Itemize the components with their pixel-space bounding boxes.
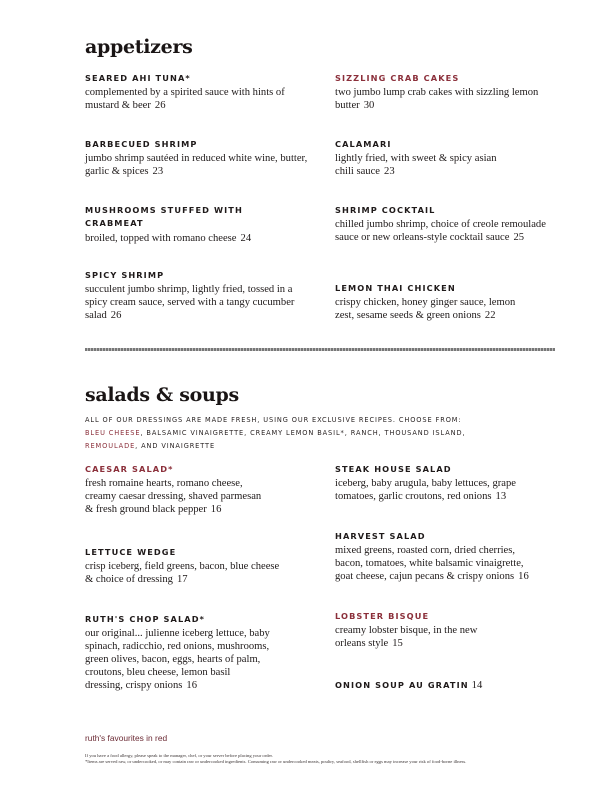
item-name: STEAK HOUSE SALAD bbox=[335, 464, 452, 474]
menu-item-calamari bbox=[335, 138, 560, 178]
section-title-appetizers: appetizers bbox=[85, 36, 193, 58]
item-description: crisp iceberg, field greens, bacon, blue cheese & choice of dressing 17 bbox=[85, 561, 280, 585]
item-description: iceberg, baby arugula, baby lettuces, grape tomatoes, garlic croutons, red onions 13 bbox=[335, 478, 516, 502]
item-price: 13 bbox=[495, 491, 507, 502]
menu-item-lemon-thai-chicken bbox=[335, 282, 535, 322]
menu-item-onion-soup-au-gratin bbox=[335, 679, 560, 694]
menu-item-lettuce-wedge bbox=[85, 546, 310, 586]
item-price: 14 bbox=[471, 680, 483, 691]
item-description: mixed greens, roasted corn, dried cherries, bacon, tomatoes, white balsamic vinaigrette, goat cheese, cajun pecans & crispy onions 16 bbox=[335, 545, 529, 582]
allergy-disclaimer bbox=[85, 753, 530, 765]
menu-item-shrimp-cocktail bbox=[335, 204, 560, 244]
menu-item-steak-house-salad bbox=[335, 463, 560, 503]
section-divider bbox=[85, 348, 555, 351]
item-description: our original... julienne iceberg lettuce, baby spinach, radicchio, red onions, mushrooms, green olives, bacon, eggs, hearts of palm, croutons, bleu cheese, lemon basil dressing, crispy onions 16 bbox=[85, 628, 270, 691]
dressing-bleu-cheese-favourite: BLEU CHEESE bbox=[85, 429, 141, 437]
menu-item-harvest-salad bbox=[335, 530, 560, 583]
menu-item-caesar-salad bbox=[85, 463, 310, 516]
item-description: jumbo shrimp sautéed in reduced white wine, butter, garlic & spices 23 bbox=[85, 153, 308, 177]
item-description: broiled, topped with romano cheese 24 bbox=[85, 233, 252, 244]
item-description: fresh romaine hearts, romano cheese, creamy caesar dressing, shaved parmesan & fresh ground black pepper 16 bbox=[85, 478, 262, 515]
item-description: succulent jumbo shrimp, lightly fried, tossed in a spicy cream sauce, served with a tangy cucumber salad 26 bbox=[85, 284, 295, 321]
item-description: chilled jumbo shrimp, choice of creole remoulade sauce or new orleans-style cocktail sauce 25 bbox=[335, 219, 546, 243]
item-name: CALAMARI bbox=[335, 139, 392, 149]
item-name: SPICY SHRIMP bbox=[85, 270, 165, 280]
item-description: lightly fried, with sweet & spicy asian chili sauce 23 bbox=[335, 153, 497, 177]
item-description: crispy chicken, honey ginger sauce, lemon zest, sesame seeds & green onions 22 bbox=[335, 297, 516, 321]
item-price: 23 bbox=[384, 166, 395, 177]
item-price: 26 bbox=[154, 100, 166, 111]
item-name: ONION SOUP AU GRATIN 14 bbox=[335, 680, 483, 691]
item-name: MUSHROOMS STUFFED WITH CRABMEAT bbox=[85, 205, 243, 228]
menu-item-mushrooms-stuffed bbox=[85, 204, 252, 245]
item-name: SEARED AHI TUNA* bbox=[85, 73, 191, 83]
item-price: 16 bbox=[518, 571, 529, 582]
item-price: 16 bbox=[210, 504, 222, 515]
item-description: creamy lobster bisque, in the new orleans style 15 bbox=[335, 625, 478, 649]
item-price: 25 bbox=[513, 232, 525, 243]
item-name: BARBECUED SHRIMP bbox=[85, 139, 198, 149]
item-name: CAESAR SALAD* bbox=[85, 464, 174, 474]
menu-item-seared-ahi-tuna bbox=[85, 72, 310, 112]
menu-item-sizzling-crab-cakes bbox=[335, 72, 560, 112]
section-title-salads-soups: salads & soups bbox=[85, 384, 239, 406]
raw-food-warning: *Items are served raw, or undercooked, or may contain raw or undercooked ingredients. Consuming raw or undercooked meats, poultry, seafood, shellfish or eggs may increase your risk of food-borne illness. bbox=[85, 759, 467, 764]
allergy-note: If you have a food allergy, please speak to the manager, chef, or your server before placing your order. bbox=[85, 753, 273, 758]
favourites-legend: ruth's favourites in red bbox=[85, 733, 168, 743]
item-description: two jumbo lump crab cakes with sizzling lemon butter 30 bbox=[335, 87, 539, 111]
item-name: SIZZLING CRAB CAKES bbox=[335, 73, 460, 83]
item-price: 16 bbox=[186, 680, 197, 691]
item-price: 26 bbox=[110, 310, 122, 321]
item-name: LETTUCE WEDGE bbox=[85, 547, 177, 557]
item-description: complemented by a spirited sauce with hints of mustard & beer 26 bbox=[85, 87, 285, 111]
item-price: 23 bbox=[152, 166, 164, 177]
menu-item-barbecued-shrimp bbox=[85, 138, 310, 178]
dressings-note: ALL OF OUR DRESSINGS ARE MADE FRESH, USING OUR EXCLUSIVE RECIPES. CHOOSE FROM: BLEU CHEESE, BALSAMIC VINAIGRETTE, CREAMY LEMON BASIL*, RANCH, THOUSAND ISLAND, REMOULADE, AND VINAIGRETTE bbox=[85, 416, 466, 450]
item-name: LOBSTER BISQUE bbox=[335, 611, 430, 621]
item-price: 30 bbox=[363, 100, 375, 111]
item-price: 15 bbox=[392, 638, 403, 649]
menu-item-lobster-bisque bbox=[335, 610, 560, 650]
dressing-remoulade-favourite: REMOULADE bbox=[85, 442, 136, 450]
item-name: SHRIMP COCKTAIL bbox=[335, 205, 436, 215]
item-name: HARVEST SALAD bbox=[335, 531, 426, 541]
item-price: 17 bbox=[176, 574, 188, 585]
item-price: 22 bbox=[484, 310, 496, 321]
item-name: RUTH'S CHOP SALAD* bbox=[85, 614, 205, 624]
menu-item-spicy-shrimp bbox=[85, 269, 300, 322]
item-name: LEMON THAI CHICKEN bbox=[335, 283, 456, 293]
item-price: 24 bbox=[240, 233, 252, 244]
menu-item-ruths-chop-salad bbox=[85, 613, 310, 692]
